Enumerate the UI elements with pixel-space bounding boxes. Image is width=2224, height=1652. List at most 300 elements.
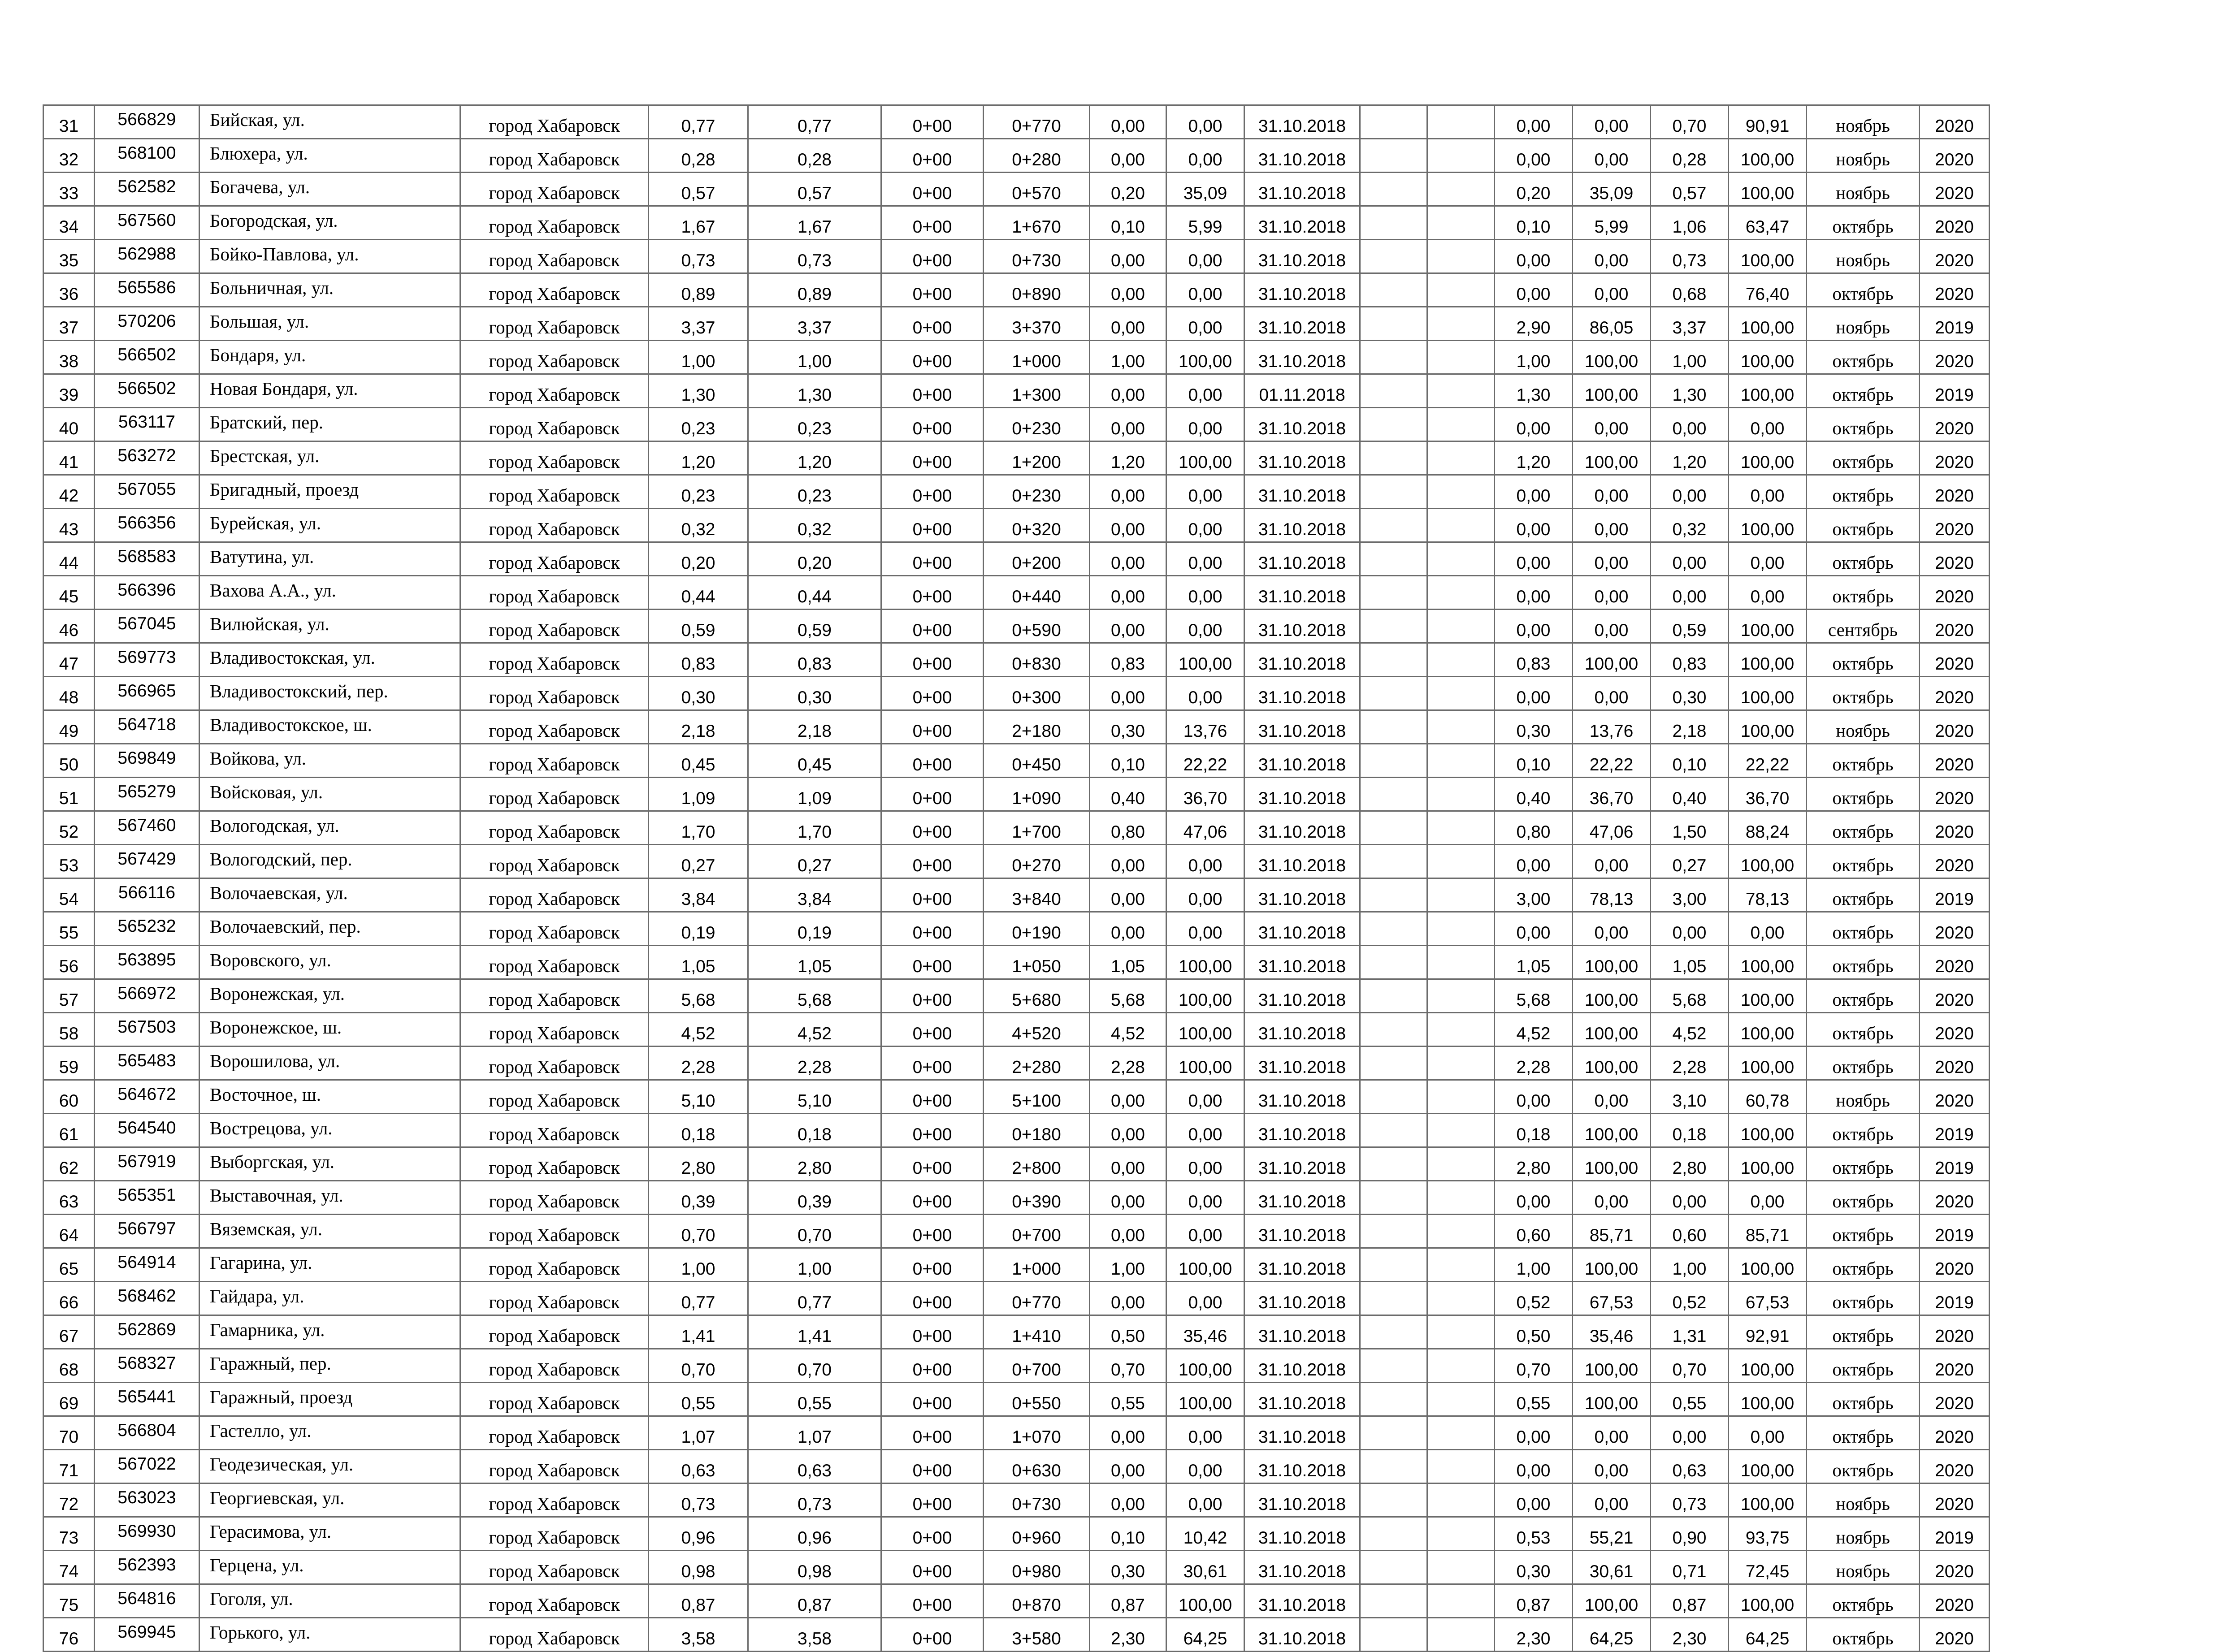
cell-normative-km: 0,00 (1090, 1483, 1166, 1517)
cell-row-number: 59 (43, 1047, 95, 1080)
table-row (43, 643, 1990, 677)
cell-length-km: 0,87 (649, 1584, 748, 1618)
cell-inspection-date: 31.10.2018 (1244, 1181, 1360, 1215)
table-row (43, 710, 1990, 744)
cell-month: октябрь (1807, 1114, 1920, 1147)
cell-total-km: 0,00 (1651, 542, 1729, 576)
cell-total-km: 1,05 (1651, 946, 1729, 979)
cell-normative-km: 4,52 (1090, 1013, 1166, 1047)
cell-total-percent: 100,00 (1729, 139, 1807, 173)
cell-blank-col-b (1427, 1315, 1495, 1349)
cell-total-km: 0,00 (1651, 912, 1729, 946)
cell-blank-col-b (1427, 677, 1495, 710)
cell-year: 2020 (1920, 542, 1990, 576)
cell-city: город Хабаровск (460, 105, 649, 139)
table-row (43, 307, 1990, 341)
cell-normative-percent: 0,00 (1166, 1483, 1244, 1517)
cell-row-number: 56 (43, 946, 95, 979)
cell-normative-km: 0,80 (1090, 811, 1166, 845)
cell-length-km: 0,83 (649, 643, 748, 677)
cell-month: октябрь (1807, 778, 1920, 811)
cell-normative-km: 0,00 (1090, 1416, 1166, 1450)
cell-street-name: Воровского, ул. (199, 946, 460, 979)
cell-total-percent: 0,00 (1729, 1181, 1807, 1215)
cell-year: 2020 (1920, 610, 1990, 643)
cell-year: 2020 (1920, 1080, 1990, 1114)
cell-street-name: Владивостокская, ул. (199, 643, 460, 677)
cell-blank-col-b (1427, 1047, 1495, 1080)
cell-length-km: 3,37 (649, 307, 748, 341)
cell-plan-percent: 0,00 (1573, 475, 1651, 509)
cell-start-chainage: 0+00 (881, 1013, 984, 1047)
table-row (43, 1416, 1990, 1450)
cell-city: город Хабаровск (460, 1383, 649, 1416)
cell-start-chainage: 0+00 (881, 1248, 984, 1282)
cell-normative-percent: 100,00 (1166, 1047, 1244, 1080)
cell-start-chainage: 0+00 (881, 610, 984, 643)
cell-plan-percent: 0,00 (1573, 610, 1651, 643)
cell-start-chainage: 0+00 (881, 273, 984, 307)
cell-end-chainage: 0+890 (984, 273, 1090, 307)
cell-month: октябрь (1807, 811, 1920, 845)
cell-road-id: 564914 (95, 1248, 199, 1282)
cell-normative-km: 0,30 (1090, 1551, 1166, 1584)
cell-city: город Хабаровск (460, 408, 649, 441)
table-row (43, 1215, 1990, 1248)
cell-start-chainage: 0+00 (881, 475, 984, 509)
cell-start-chainage: 0+00 (881, 1315, 984, 1349)
cell-start-chainage: 0+00 (881, 1147, 984, 1181)
cell-inspection-date: 31.10.2018 (1244, 878, 1360, 912)
cell-row-number: 72 (43, 1483, 95, 1517)
cell-row-number: 40 (43, 408, 95, 441)
cell-street-name: Гоголя, ул. (199, 1584, 460, 1618)
cell-blank-col-a (1360, 1416, 1427, 1450)
cell-year: 2019 (1920, 878, 1990, 912)
cell-year: 2020 (1920, 710, 1990, 744)
cell-total-km: 1,00 (1651, 341, 1729, 374)
cell-plan-percent: 55,21 (1573, 1517, 1651, 1551)
cell-start-chainage: 0+00 (881, 139, 984, 173)
cell-length-km: 3,58 (649, 1618, 748, 1652)
cell-inspection-date: 31.10.2018 (1244, 441, 1360, 475)
cell-row-number: 41 (43, 441, 95, 475)
cell-plan-percent: 0,00 (1573, 1416, 1651, 1450)
cell-row-number: 45 (43, 576, 95, 610)
cell-length-total-km: 3,58 (748, 1618, 881, 1652)
cell-inspection-date: 31.10.2018 (1244, 206, 1360, 240)
cell-road-id: 568462 (95, 1282, 199, 1315)
cell-plan-percent: 0,00 (1573, 542, 1651, 576)
cell-start-chainage: 0+00 (881, 677, 984, 710)
cell-end-chainage: 4+520 (984, 1013, 1090, 1047)
cell-normative-percent: 35,09 (1166, 173, 1244, 206)
cell-total-percent: 100,00 (1729, 341, 1807, 374)
cell-length-total-km: 0,20 (748, 542, 881, 576)
cell-total-km: 0,70 (1651, 105, 1729, 139)
cell-road-id: 566829 (95, 105, 199, 139)
cell-total-km: 0,00 (1651, 408, 1729, 441)
cell-length-km: 1,00 (649, 1248, 748, 1282)
cell-year: 2019 (1920, 1517, 1990, 1551)
cell-month: ноябрь (1807, 1551, 1920, 1584)
cell-start-chainage: 0+00 (881, 206, 984, 240)
cell-inspection-date: 31.10.2018 (1244, 1349, 1360, 1383)
cell-length-km: 2,18 (649, 710, 748, 744)
cell-inspection-date: 31.10.2018 (1244, 475, 1360, 509)
cell-inspection-date: 31.10.2018 (1244, 979, 1360, 1013)
cell-length-total-km: 0,87 (748, 1584, 881, 1618)
table-row (43, 475, 1990, 509)
cell-plan-km: 2,30 (1495, 1618, 1573, 1652)
cell-road-id: 566965 (95, 677, 199, 710)
cell-normative-km: 0,00 (1090, 105, 1166, 139)
cell-year: 2020 (1920, 341, 1990, 374)
cell-road-id: 566502 (95, 374, 199, 408)
cell-normative-percent: 0,00 (1166, 273, 1244, 307)
table-row (43, 1114, 1990, 1147)
cell-total-km: 2,28 (1651, 1047, 1729, 1080)
cell-row-number: 68 (43, 1349, 95, 1383)
cell-total-percent: 100,00 (1729, 374, 1807, 408)
cell-length-total-km: 0,44 (748, 576, 881, 610)
cell-blank-col-a (1360, 1248, 1427, 1282)
cell-normative-km: 0,00 (1090, 509, 1166, 542)
cell-plan-percent: 0,00 (1573, 677, 1651, 710)
table-row (43, 878, 1990, 912)
cell-plan-km: 0,10 (1495, 744, 1573, 778)
cell-length-km: 0,77 (649, 105, 748, 139)
cell-inspection-date: 31.10.2018 (1244, 1215, 1360, 1248)
table-row (43, 1483, 1990, 1517)
cell-normative-percent: 30,61 (1166, 1551, 1244, 1584)
cell-month: сентябрь (1807, 610, 1920, 643)
cell-total-percent: 100,00 (1729, 677, 1807, 710)
cell-year: 2020 (1920, 912, 1990, 946)
cell-year: 2019 (1920, 1282, 1990, 1315)
cell-length-total-km: 0,57 (748, 173, 881, 206)
cell-year: 2019 (1920, 1215, 1990, 1248)
table-row (43, 441, 1990, 475)
cell-length-total-km: 1,00 (748, 1248, 881, 1282)
cell-start-chainage: 0+00 (881, 509, 984, 542)
cell-plan-km: 0,18 (1495, 1114, 1573, 1147)
cell-row-number: 50 (43, 744, 95, 778)
cell-normative-percent: 0,00 (1166, 374, 1244, 408)
cell-year: 2019 (1920, 307, 1990, 341)
cell-length-km: 0,28 (649, 139, 748, 173)
table-row (43, 1450, 1990, 1483)
cell-blank-col-a (1360, 811, 1427, 845)
cell-length-total-km: 0,98 (748, 1551, 881, 1584)
cell-inspection-date: 31.10.2018 (1244, 509, 1360, 542)
cell-length-total-km: 1,41 (748, 1315, 881, 1349)
cell-blank-col-a (1360, 778, 1427, 811)
cell-blank-col-b (1427, 1551, 1495, 1584)
cell-year: 2019 (1920, 374, 1990, 408)
cell-plan-km: 1,05 (1495, 946, 1573, 979)
cell-city: город Хабаровск (460, 1080, 649, 1114)
cell-row-number: 60 (43, 1080, 95, 1114)
cell-month: октябрь (1807, 509, 1920, 542)
cell-month: октябрь (1807, 677, 1920, 710)
cell-length-total-km: 0,96 (748, 1517, 881, 1551)
cell-start-chainage: 0+00 (881, 240, 984, 273)
table-row (43, 1282, 1990, 1315)
cell-blank-col-a (1360, 845, 1427, 878)
table-row (43, 341, 1990, 374)
cell-city: город Хабаровск (460, 1282, 649, 1315)
cell-length-total-km: 5,68 (748, 979, 881, 1013)
cell-plan-km: 3,00 (1495, 878, 1573, 912)
cell-length-total-km: 0,55 (748, 1383, 881, 1416)
table-row (43, 1047, 1990, 1080)
cell-year: 2020 (1920, 946, 1990, 979)
cell-city: город Хабаровск (460, 273, 649, 307)
table-row (43, 1248, 1990, 1282)
table-row (43, 677, 1990, 710)
cell-length-total-km: 0,77 (748, 105, 881, 139)
cell-plan-km: 0,30 (1495, 1551, 1573, 1584)
cell-row-number: 35 (43, 240, 95, 273)
cell-road-id: 563895 (95, 946, 199, 979)
cell-blank-col-b (1427, 1483, 1495, 1517)
cell-inspection-date: 31.10.2018 (1244, 912, 1360, 946)
cell-end-chainage: 0+550 (984, 1383, 1090, 1416)
cell-start-chainage: 0+00 (881, 1080, 984, 1114)
cell-row-number: 57 (43, 979, 95, 1013)
cell-length-km: 2,80 (649, 1147, 748, 1181)
cell-blank-col-b (1427, 576, 1495, 610)
cell-normative-percent: 0,00 (1166, 139, 1244, 173)
cell-row-number: 54 (43, 878, 95, 912)
cell-end-chainage: 0+960 (984, 1517, 1090, 1551)
cell-total-percent: 100,00 (1729, 1047, 1807, 1080)
cell-length-total-km: 1,20 (748, 441, 881, 475)
cell-street-name: Бийская, ул. (199, 105, 460, 139)
cell-row-number: 32 (43, 139, 95, 173)
cell-inspection-date: 31.10.2018 (1244, 1551, 1360, 1584)
cell-normative-km: 0,00 (1090, 845, 1166, 878)
cell-street-name: Большая, ул. (199, 307, 460, 341)
cell-street-name: Волочаевская, ул. (199, 878, 460, 912)
cell-month: октябрь (1807, 1584, 1920, 1618)
cell-city: город Хабаровск (460, 845, 649, 878)
cell-total-km: 0,87 (1651, 1584, 1729, 1618)
cell-length-km: 0,63 (649, 1450, 748, 1483)
cell-month: ноябрь (1807, 1517, 1920, 1551)
cell-length-total-km: 0,39 (748, 1181, 881, 1215)
cell-month: октябрь (1807, 1047, 1920, 1080)
cell-end-chainage: 0+180 (984, 1114, 1090, 1147)
cell-total-km: 0,18 (1651, 1114, 1729, 1147)
cell-normative-km: 0,00 (1090, 374, 1166, 408)
cell-plan-km: 0,00 (1495, 542, 1573, 576)
cell-month: октябрь (1807, 1383, 1920, 1416)
cell-normative-percent: 100,00 (1166, 979, 1244, 1013)
cell-city: город Хабаровск (460, 341, 649, 374)
table-row (43, 542, 1990, 576)
cell-total-km: 1,50 (1651, 811, 1729, 845)
cell-city: город Хабаровск (460, 1517, 649, 1551)
cell-blank-col-a (1360, 139, 1427, 173)
cell-street-name: Волочаевский, пер. (199, 912, 460, 946)
cell-month: октябрь (1807, 475, 1920, 509)
cell-start-chainage: 0+00 (881, 105, 984, 139)
cell-normative-km: 0,00 (1090, 878, 1166, 912)
cell-plan-km: 0,40 (1495, 778, 1573, 811)
cell-total-km: 0,90 (1651, 1517, 1729, 1551)
cell-row-number: 44 (43, 542, 95, 576)
cell-year: 2020 (1920, 240, 1990, 273)
cell-street-name: Вологодская, ул. (199, 811, 460, 845)
cell-month: октябрь (1807, 1282, 1920, 1315)
cell-year: 2020 (1920, 475, 1990, 509)
cell-end-chainage: 1+050 (984, 946, 1090, 979)
cell-city: город Хабаровск (460, 139, 649, 173)
cell-length-total-km: 0,77 (748, 1282, 881, 1315)
cell-year: 2020 (1920, 509, 1990, 542)
cell-month: октябрь (1807, 1181, 1920, 1215)
cell-plan-percent: 0,00 (1573, 576, 1651, 610)
cell-length-total-km: 1,70 (748, 811, 881, 845)
cell-total-percent: 85,71 (1729, 1215, 1807, 1248)
cell-end-chainage: 0+700 (984, 1349, 1090, 1383)
cell-inspection-date: 31.10.2018 (1244, 677, 1360, 710)
cell-blank-col-b (1427, 1618, 1495, 1652)
cell-year: 2020 (1920, 1551, 1990, 1584)
cell-blank-col-b (1427, 1584, 1495, 1618)
cell-plan-percent: 0,00 (1573, 845, 1651, 878)
cell-length-km: 0,32 (649, 509, 748, 542)
table-row (43, 206, 1990, 240)
cell-month: ноябрь (1807, 307, 1920, 341)
cell-start-chainage: 0+00 (881, 341, 984, 374)
cell-road-id: 564672 (95, 1080, 199, 1114)
cell-month: октябрь (1807, 1013, 1920, 1047)
cell-street-name: Гайдара, ул. (199, 1282, 460, 1315)
cell-road-id: 567022 (95, 1450, 199, 1483)
cell-start-chainage: 0+00 (881, 1181, 984, 1215)
cell-inspection-date: 31.10.2018 (1244, 273, 1360, 307)
cell-month: октябрь (1807, 946, 1920, 979)
cell-row-number: 63 (43, 1181, 95, 1215)
cell-road-id: 569930 (95, 1517, 199, 1551)
cell-row-number: 62 (43, 1147, 95, 1181)
cell-plan-percent: 0,00 (1573, 1450, 1651, 1483)
cell-street-name: Войсковая, ул. (199, 778, 460, 811)
cell-normative-km: 0,00 (1090, 1450, 1166, 1483)
cell-month: ноябрь (1807, 173, 1920, 206)
cell-normative-percent: 0,00 (1166, 240, 1244, 273)
cell-year: 2020 (1920, 173, 1990, 206)
cell-end-chainage: 2+280 (984, 1047, 1090, 1080)
cell-normative-km: 0,00 (1090, 408, 1166, 441)
cell-length-km: 0,70 (649, 1215, 748, 1248)
cell-inspection-date: 31.10.2018 (1244, 1147, 1360, 1181)
cell-blank-col-b (1427, 744, 1495, 778)
cell-end-chainage: 5+680 (984, 979, 1090, 1013)
cell-blank-col-a (1360, 105, 1427, 139)
cell-plan-percent: 100,00 (1573, 979, 1651, 1013)
cell-blank-col-a (1360, 206, 1427, 240)
cell-total-percent: 100,00 (1729, 307, 1807, 341)
cell-blank-col-b (1427, 475, 1495, 509)
cell-plan-km: 0,10 (1495, 206, 1573, 240)
cell-blank-col-a (1360, 946, 1427, 979)
cell-blank-col-b (1427, 1013, 1495, 1047)
cell-city: город Хабаровск (460, 1584, 649, 1618)
cell-year: 2020 (1920, 845, 1990, 878)
cell-city: город Хабаровск (460, 1181, 649, 1215)
cell-total-km: 0,59 (1651, 610, 1729, 643)
cell-total-percent: 92,91 (1729, 1315, 1807, 1349)
cell-city: город Хабаровск (460, 475, 649, 509)
cell-end-chainage: 3+370 (984, 307, 1090, 341)
cell-month: октябрь (1807, 1349, 1920, 1383)
cell-row-number: 75 (43, 1584, 95, 1618)
cell-blank-col-a (1360, 878, 1427, 912)
cell-end-chainage: 0+830 (984, 643, 1090, 677)
cell-length-km: 0,23 (649, 475, 748, 509)
cell-city: город Хабаровск (460, 1483, 649, 1517)
cell-blank-col-b (1427, 341, 1495, 374)
cell-road-id: 567429 (95, 845, 199, 878)
cell-year: 2020 (1920, 1248, 1990, 1282)
cell-total-percent: 36,70 (1729, 778, 1807, 811)
cell-plan-percent: 0,00 (1573, 408, 1651, 441)
cell-length-km: 0,96 (649, 1517, 748, 1551)
cell-length-total-km: 1,05 (748, 946, 881, 979)
cell-length-total-km: 3,37 (748, 307, 881, 341)
cell-length-km: 0,27 (649, 845, 748, 878)
cell-city: город Хабаровск (460, 610, 649, 643)
cell-year: 2020 (1920, 1315, 1990, 1349)
cell-end-chainage: 0+390 (984, 1181, 1090, 1215)
cell-blank-col-b (1427, 610, 1495, 643)
cell-total-percent: 90,91 (1729, 105, 1807, 139)
cell-total-km: 0,52 (1651, 1282, 1729, 1315)
cell-total-km: 1,31 (1651, 1315, 1729, 1349)
cell-blank-col-a (1360, 610, 1427, 643)
cell-blank-col-a (1360, 273, 1427, 307)
cell-inspection-date: 31.10.2018 (1244, 139, 1360, 173)
cell-length-km: 0,18 (649, 1114, 748, 1147)
cell-month: октябрь (1807, 1248, 1920, 1282)
cell-plan-km: 1,00 (1495, 1248, 1573, 1282)
cell-month: октябрь (1807, 206, 1920, 240)
cell-month: октябрь (1807, 441, 1920, 475)
cell-plan-percent: 0,00 (1573, 1080, 1651, 1114)
cell-total-percent: 0,00 (1729, 576, 1807, 610)
cell-plan-km: 0,00 (1495, 1416, 1573, 1450)
cell-length-total-km: 2,18 (748, 710, 881, 744)
cell-city: город Хабаровск (460, 1248, 649, 1282)
cell-blank-col-a (1360, 1047, 1427, 1080)
cell-inspection-date: 31.10.2018 (1244, 845, 1360, 878)
cell-road-id: 564816 (95, 1584, 199, 1618)
cell-month: октябрь (1807, 845, 1920, 878)
cell-total-percent: 93,75 (1729, 1517, 1807, 1551)
cell-street-name: Восточное, ш. (199, 1080, 460, 1114)
cell-road-id: 566972 (95, 979, 199, 1013)
cell-normative-percent: 0,00 (1166, 542, 1244, 576)
cell-year: 2019 (1920, 1114, 1990, 1147)
cell-normative-percent: 0,00 (1166, 1147, 1244, 1181)
cell-city: город Хабаровск (460, 979, 649, 1013)
cell-blank-col-b (1427, 1248, 1495, 1282)
cell-normative-km: 0,87 (1090, 1584, 1166, 1618)
